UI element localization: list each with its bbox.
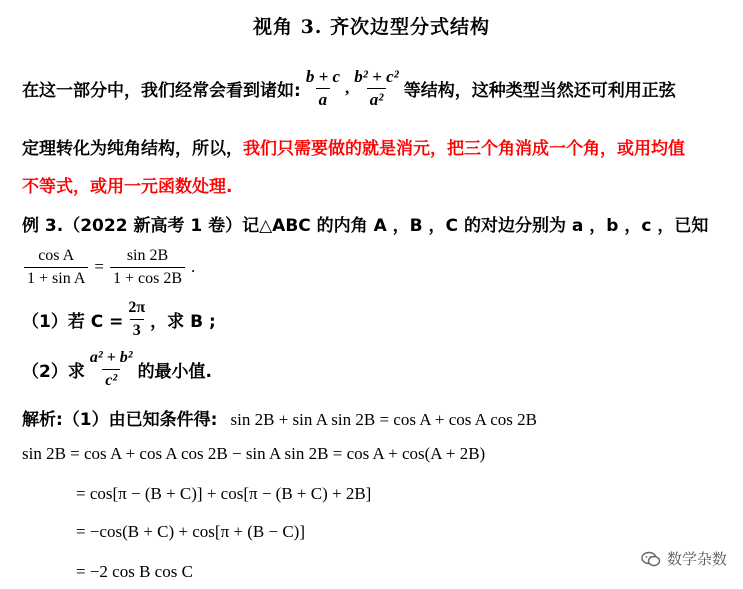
highlight-red-text-1: 我们只需要做的就是消元，把三个角消成一个角，或用均值 [243, 139, 685, 159]
watermark-text: 数学杂数 [666, 550, 727, 568]
intro-text-2: 等结构，这种类型当然还可利用正弦 [403, 80, 676, 101]
fraction-a2-plus-b2-over-c2: $\frac{\text{a² + b²}}{\text{c²}}$ [89, 348, 133, 389]
example-condition: $\frac{\text{cos A}}{\text{1 + sin A}}$ = $\frac{\sin 2B}{1 + \cos 2B}$ . [22, 242, 195, 292]
equation-1: sin 2B = cos A + cos A cos 2B − sin A sin 2B = cos A + cos(A + 2B) [22, 444, 486, 463]
fraction-cosA-over-1-plus-sinA: $\frac{\text{cos A}}{\text{1 + sin A}}$ [24, 247, 88, 288]
equation-0: sin 2B + sin A sin 2B = cos A + cos A cos 2B [230, 410, 538, 429]
solution-label: 解析:（1）由已知条件得: [22, 410, 218, 430]
fraction-2pi-over-3: $\frac{2\pi}{3}$ [128, 298, 146, 339]
solution-line-0 [22, 405, 537, 430]
equation-2: = cos[π − (B + C)] + cos[π − (B + C) + 2B] [76, 484, 372, 503]
question-1: （1）若 C = $\frac{2\pi}{3}$ ，求 B ; [22, 298, 216, 339]
page-title: 视角 3. 齐次边型分式结构 [252, 16, 491, 38]
fraction-b-plus-c-over-a: $\frac{b + c}{a}$ [305, 66, 341, 109]
question-2: （2）求 $\frac{\text{a² + b²}}{\text{c²}}$ 的最小值. [22, 348, 213, 389]
fraction-sin2B-over-1-plus-cos2B: $\frac{\sin 2B}{1 + \cos 2B}$ [110, 247, 185, 288]
equation-4: = −2 cos B cos C [76, 562, 193, 581]
watermark [641, 548, 727, 569]
intro-line-1: 在这一部分中，我们经常会看到诸如: $\frac{b + c}{a}$ , $\frac{\text{b² + c²}}{\text{a²}}$ 等结构，这种类型当然还可利用正弦 [22, 66, 676, 109]
intro-text-1: 在这一部分中，我们经常会看到诸如: [22, 80, 301, 101]
equation-3: = −cos(B + C) + cos[π + (B − C)] [76, 522, 306, 541]
wechat-icon [641, 551, 661, 567]
intro-line-3: 不等式，或用一元函数处理. [22, 177, 233, 197]
example-label: 例 3.（2022 新高考 1 卷）记△ABC 的内角 A ，B ，C 的对边分别为 a ，b ，c ，已知 [22, 216, 709, 236]
fraction-b2-plus-c2-over-a2: $\frac{\text{b² + c²}}{\text{a²}}$ [354, 66, 399, 109]
intro-line-2: 定理转化为纯角结构，所以，我们只需要做的就是消元，把三个角消成一个角，或用均值 [22, 139, 685, 159]
